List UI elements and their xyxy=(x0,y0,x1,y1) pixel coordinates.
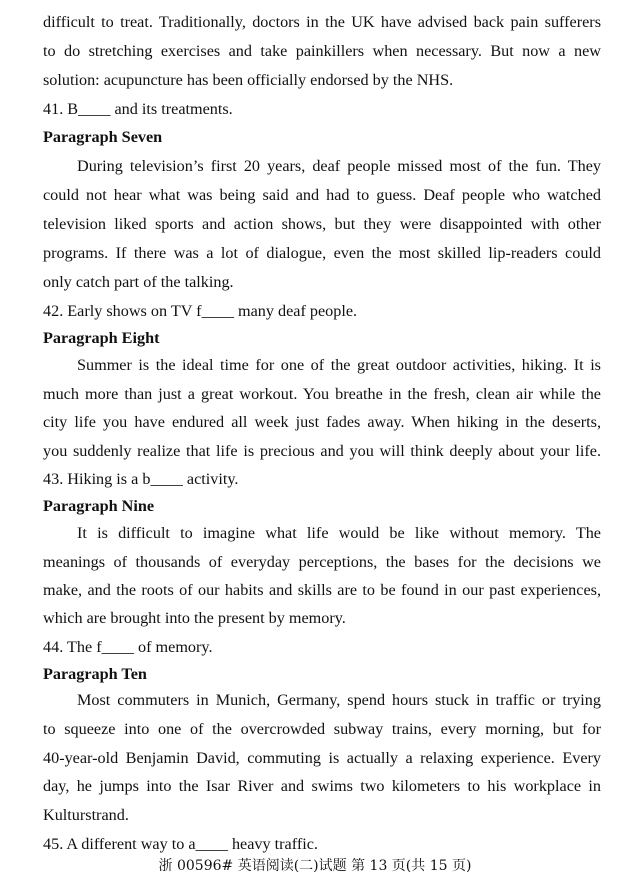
paragraph-eight-line-2: much more than just a great workout. You breathe in the fresh, clean air while the xyxy=(43,385,601,403)
paragraph-ten-line-5: Kulturstrand. xyxy=(43,806,129,824)
question-41: 41. B____ and its treatments. xyxy=(43,100,233,118)
question-45: 45. A different way to a____ heavy traffic. xyxy=(43,835,318,853)
paragraph-seven-line-3: television liked sports and action shows, but they were disappointed with other xyxy=(43,215,601,233)
heading-paragraph-eight: Paragraph Eight xyxy=(43,329,160,347)
paragraph-nine-line-2: meanings of thousands of everyday perceptions, the bases for the decisions we xyxy=(43,553,601,571)
paragraph-eight-line-1: Summer is the ideal time for one of the great outdoor activities, hiking. It is xyxy=(77,356,601,374)
paragraph-nine-line-3: make, and the roots of our habits and skills are to be found in our past experiences, xyxy=(43,581,601,599)
paragraph-seven-line-1: During television’s first 20 years, deaf people missed most of the fun. They xyxy=(77,157,601,175)
paragraph-ten-line-2: to squeeze into one of the overcrowded subway trains, every morning, but for xyxy=(43,720,601,738)
question-43: 43. Hiking is a b____ activity. xyxy=(43,470,239,488)
paragraph-ten-line-4: day, he jumps into the Isar River and swims two kilometers to his workplace in xyxy=(43,777,601,795)
paragraph-eight-line-3: city life you have endured all week just fades away. When hiking in the deserts, xyxy=(43,413,601,431)
paragraph-seven-line-5: only catch part of the talking. xyxy=(43,273,234,291)
question-44: 44. The f____ of memory. xyxy=(43,638,213,656)
question-42: 42. Early shows on TV f____ many deaf people. xyxy=(43,302,358,320)
paragraph-ten-line-3: 40-year-old Benjamin David, commuting is actually a relaxing experience. Every xyxy=(43,749,601,767)
paragraph-six-line-2: to do stretching exercises and take painkillers when necessary. But now a new xyxy=(43,42,601,60)
paragraph-seven-line-4: programs. If there was a lot of dialogue, even the most skilled lip-readers could xyxy=(43,244,601,262)
paragraph-six-line-3: solution: acupuncture has been officially endorsed by the NHS. xyxy=(43,71,454,89)
paragraph-seven-line-2: could not hear what was being said and had to guess. Deaf people who watched xyxy=(43,186,601,204)
paragraph-nine-line-4: which are brought into the present by memory. xyxy=(43,609,346,627)
paragraph-ten-line-1: Most commuters in Munich, Germany, spend hours stuck in traffic or trying xyxy=(77,691,601,709)
paragraph-nine-line-1: It is difficult to imagine what life would be like without memory. The xyxy=(77,524,601,542)
heading-paragraph-nine: Paragraph Nine xyxy=(43,497,155,515)
page-footer: 浙 00596# 英语阅读(二)试题 第 13 页(共 15 页) xyxy=(158,858,472,874)
heading-paragraph-seven: Paragraph Seven xyxy=(43,128,163,146)
paragraph-six-line-1: difficult to treat. Traditionally, doctors in the UK have advised back pain sufferers xyxy=(43,13,601,31)
heading-paragraph-ten: Paragraph Ten xyxy=(43,665,147,683)
paragraph-eight-line-4: you suddenly realize that life is precious and you will think deeply about your life. xyxy=(43,442,601,460)
